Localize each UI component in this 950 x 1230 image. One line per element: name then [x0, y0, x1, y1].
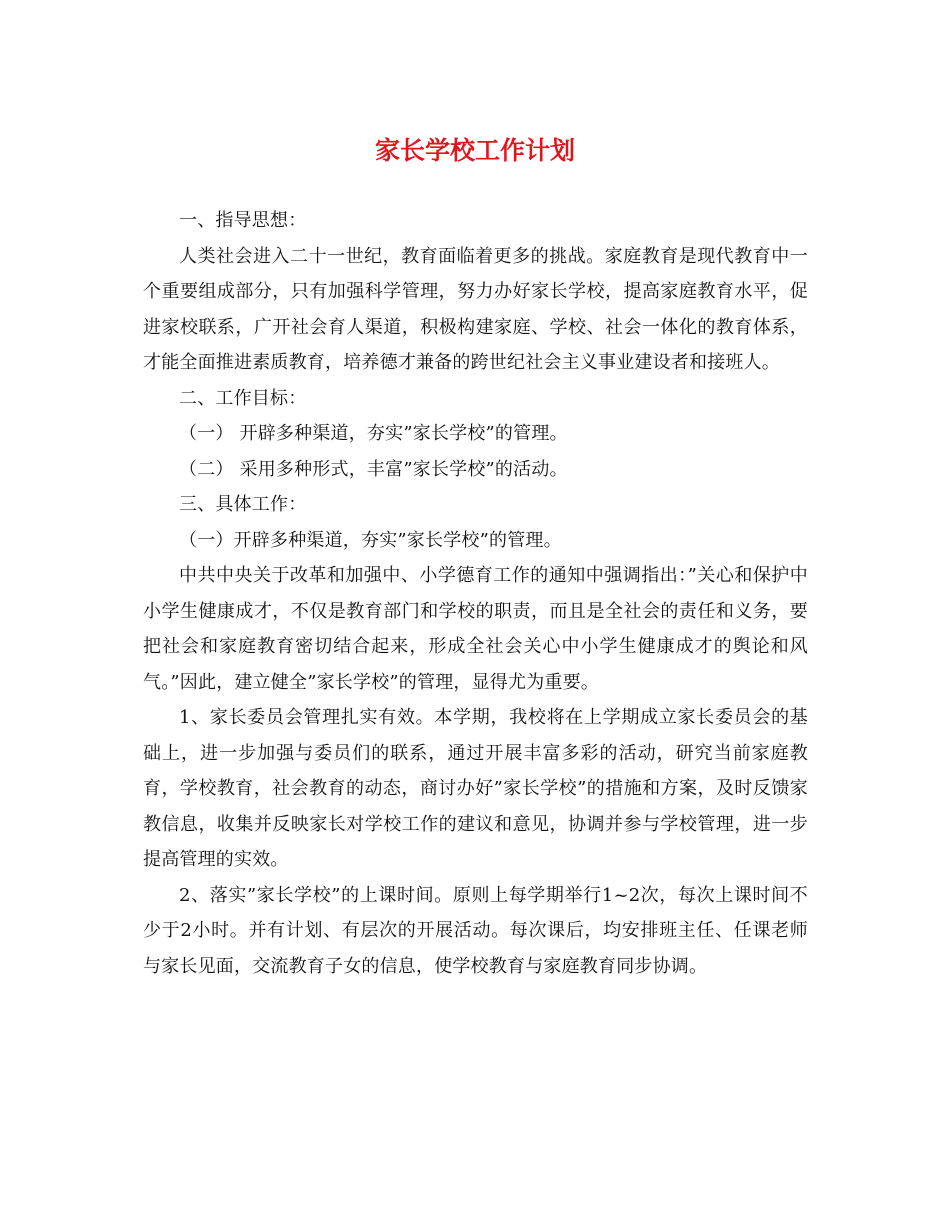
document-title: 家长学校工作计划	[374, 136, 575, 165]
subsection-heading-1: （一）开辟多种渠道，夯实”家长学校”的管理。	[179, 529, 562, 551]
paragraph-parent-committee: 1、家长委员会管理扎实有效。本学期，我校将在上学期成立家长委员会的基础上，进一步加强与委员们的联系，通过开展丰富多彩的活动，研究当前家庭教育，学校教育，社会教育的动态，商讨办好”家长学校”的措施和方案，及时反馈家教信息，收集并反映家长对学校工作的建议和意见，协调并参与学校管理，进一步提高管理的实效。	[143, 707, 808, 870]
paragraph-central-notice: 中共中央关于改革和加强中、小学德育工作的通知中强调指出：”关心和保护中小学生健康成才，不仅是教育部门和学校的职责，而且是全社会的责任和义务，要把社会和家庭教育密切结合起来，形成全社会关心中小学生健康成才的舆论和风气。”因此，建立健全”家长学校”的管理，显得尤为重要。	[143, 565, 808, 693]
section-heading-guiding-ideology: 一、指导思想：	[179, 210, 307, 231]
section-heading-specific-work: 三、具体工作：	[179, 494, 307, 515]
goal-item-2: （二） 采用多种形式，丰富”家长学校”的活动。	[179, 458, 568, 480]
document-body	[143, 203, 808, 984]
paragraph-class-schedule: 2、落实”家长学校”的上课时间。原则上每学期举行1~2次，每次上课时间不少于2小时。并有计划、有层次的开展活动。每次课后，均安排班主任、任课老师与家长见面，交流教育子女的信息，使学校教育与家庭教育同步协调。	[143, 884, 808, 977]
section-heading-work-goals: 二、工作目标：	[179, 387, 307, 409]
paragraph-guiding-ideology: 人类社会进入二十一世纪，教育面临着更多的挑战。家庭教育是现代教育中一个重要组成部分，只有加强科学管理，努力办好家长学校，提高家庭教育水平，促进家校联系，广开社会育人渠道，积极构建家庭、学校、社会一体化的教育体系，才能全面推进素质教育，培养德才兼备的跨世纪社会主义事业建设者和接班人。	[143, 245, 808, 373]
goal-item-1: （一） 开辟多种渠道，夯实”家长学校”的管理。	[179, 423, 568, 444]
